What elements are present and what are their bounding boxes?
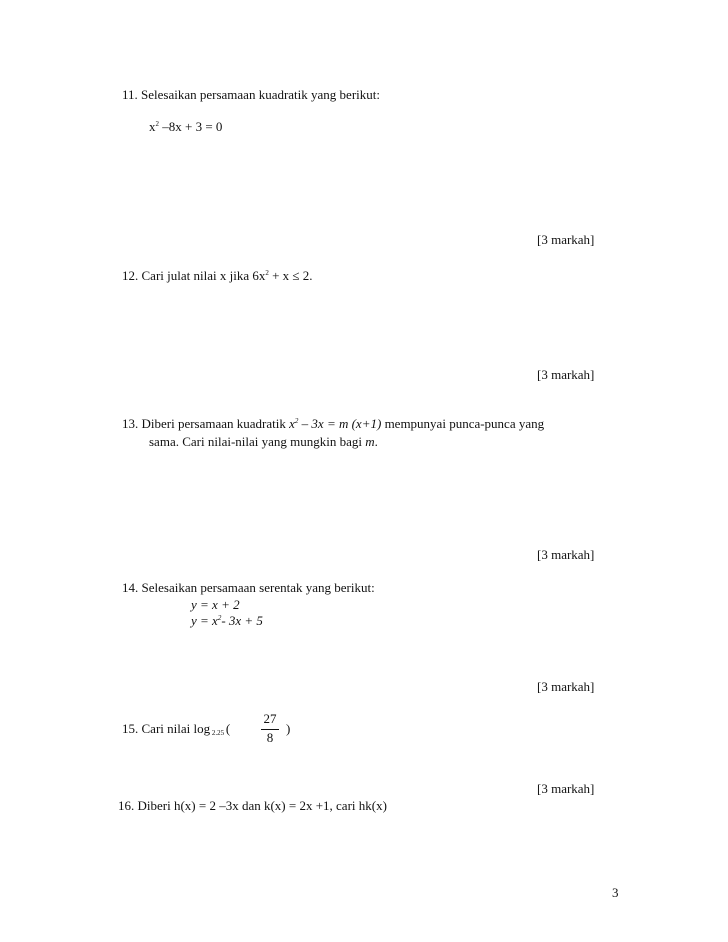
question-14-equation-2: $y = x^2-$ 3x + 5 — [191, 613, 263, 628]
fraction-numerator: 27 — [263, 711, 277, 726]
question-11-equation: $x^2$ –8x + 3 = 0 — [149, 119, 223, 134]
question-15-fraction — [261, 711, 279, 745]
question-11-text: 11. Selesaikan persamaan kuadratik yang berikut: — [122, 87, 380, 102]
question-13-marks: [3 markah] — [537, 547, 595, 562]
question-14-text: 14. Selesaikan persamaan serentak yang berikut: — [122, 580, 375, 595]
question-12-text: 12. Cari julat nilai x jika $6x^2 + x \le 2$. — [122, 268, 313, 283]
question-16-text: 16. Diberi h(x) = 2 –3x dan k(x) = 2x +1, cari hk(x) — [118, 798, 387, 813]
question-13-line-2: sama. Cari nilai-nilai yang mungkin bagi m. — [149, 434, 378, 449]
question-15-marks: [3 markah] — [537, 781, 595, 796]
question-11-marks: [3 markah] — [537, 232, 595, 247]
page-number: 3 — [612, 885, 619, 900]
fraction-denominator: 8 — [266, 730, 274, 745]
question-15-text: 15. Cari nilai log $_{2.25}$ ( — [122, 721, 231, 737]
question-14-equation-1: y = x + 2 — [191, 597, 240, 612]
question-12-marks: [3 markah] — [537, 367, 595, 382]
question-15-close-paren: ) — [286, 721, 291, 736]
question-14-marks: [3 markah] — [537, 679, 595, 694]
question-13-line-1: 13. Diberi persamaan kuadratik $x^2 - 3x = m$ (x+1) mempunyai punca-punca yang — [122, 416, 545, 431]
